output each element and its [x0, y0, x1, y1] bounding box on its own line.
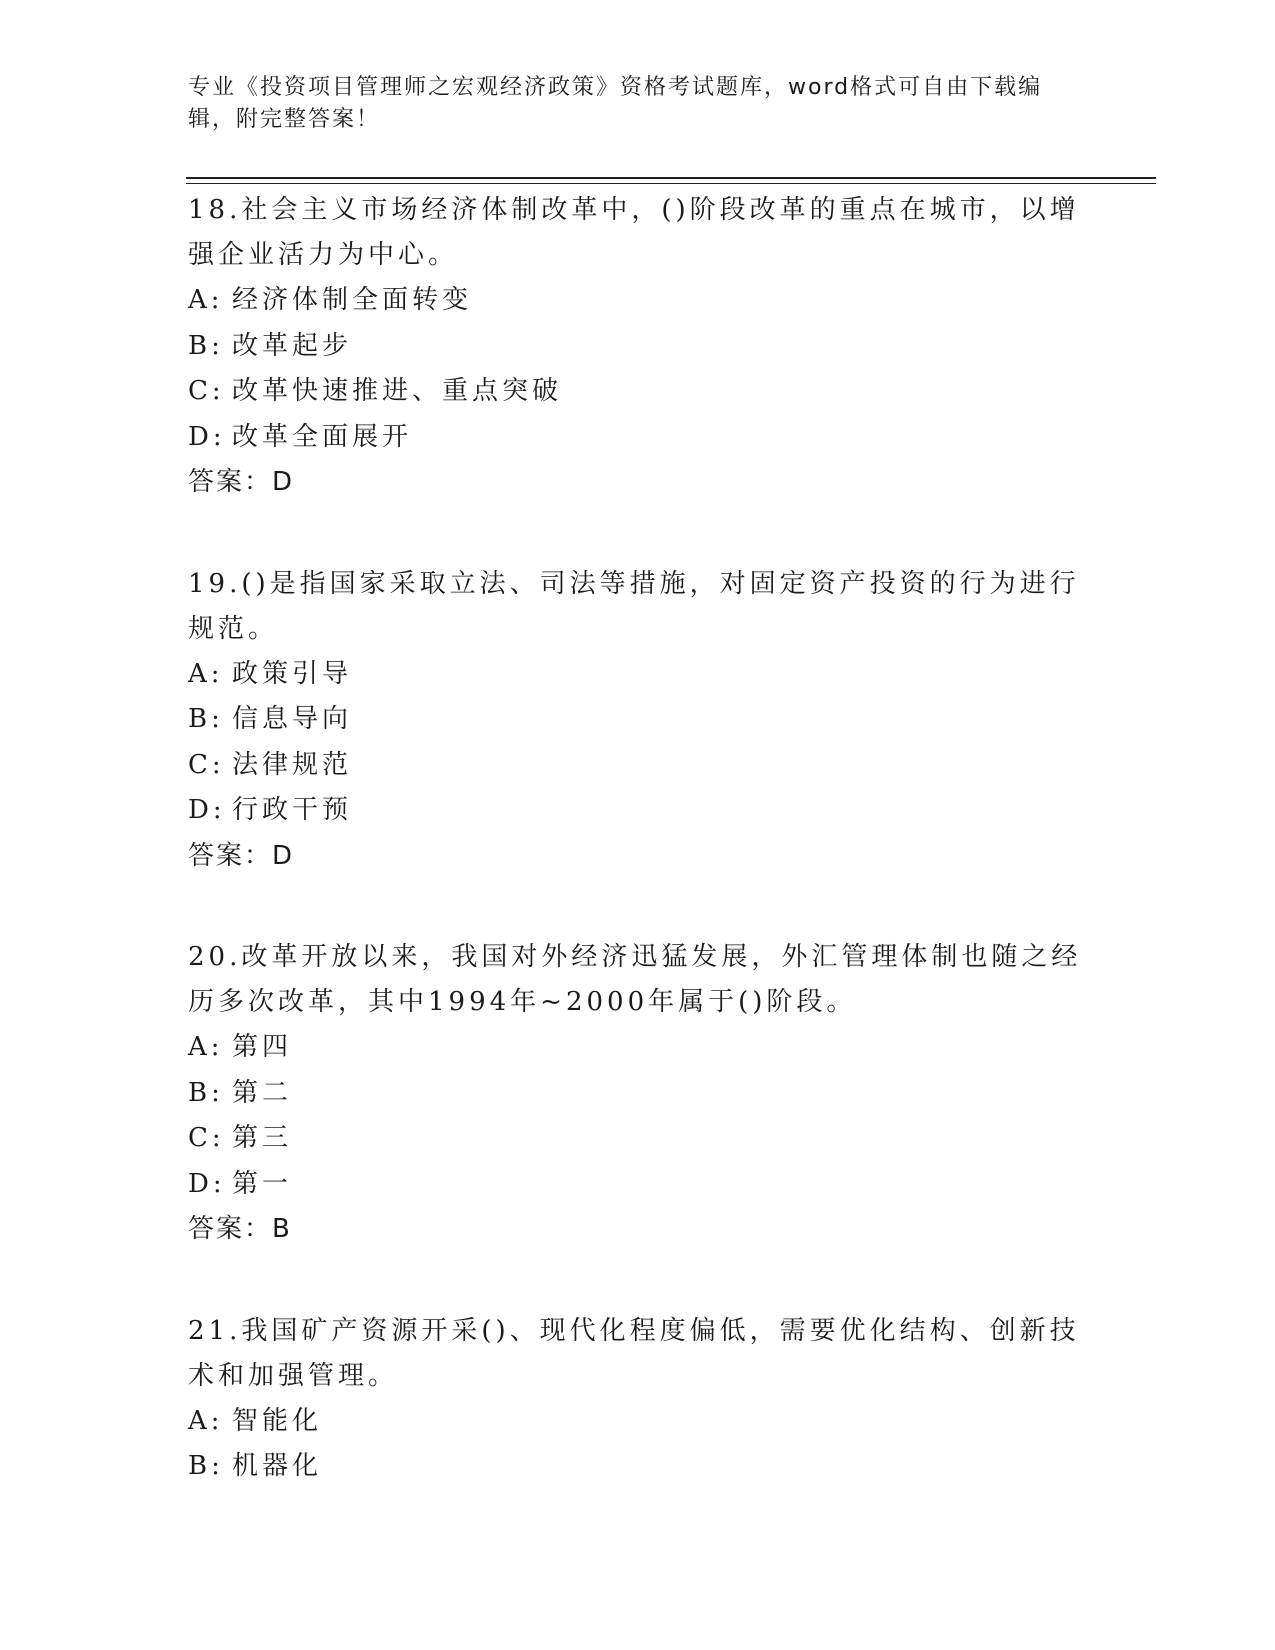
option-b: [188, 324, 1088, 370]
option-text: 第四: [232, 1032, 293, 1062]
option-text: 智能化: [232, 1405, 323, 1436]
option-text: 改革全面展开: [232, 421, 413, 452]
question-20: [188, 935, 1088, 1253]
option-letter: C:: [188, 376, 225, 406]
question-stem: 19.()是指国家采取立法、司法等措施，对固定资产投资的行为进行规范。: [188, 568, 1080, 644]
question-stem: 21.我国矿产资源开采()、现代化程度偏低，需要优化结构、创新技术和加强管理。: [188, 1315, 1080, 1391]
option-letter: A:: [188, 1405, 224, 1436]
answer: 答案：B: [188, 1214, 292, 1244]
option-c: [188, 369, 1088, 415]
question-19: [188, 562, 1088, 880]
option-letter: C:: [188, 1123, 225, 1153]
option-d: [188, 1162, 1088, 1208]
option-letter: A:: [188, 1032, 224, 1062]
option-text: 信息导向: [232, 704, 353, 734]
option-a: [188, 652, 1088, 698]
option-letter: A:: [188, 658, 224, 689]
option-text: 第三: [232, 1123, 293, 1153]
document-header: 专业《投资项目管理师之宏观经济政策》资格考试题库，word格式可自由下载编辑，附完整答案！: [188, 75, 1043, 132]
option-a: [188, 1399, 1088, 1445]
option-b: [188, 1444, 1088, 1490]
answer: 答案：D: [188, 840, 295, 871]
option-a: [188, 1025, 1088, 1071]
option-b: [188, 697, 1088, 743]
header-rule-thick: [186, 177, 1156, 179]
option-text: 改革快速推进、重点突破: [232, 376, 563, 406]
option-text: 政策引导: [232, 658, 353, 689]
option-c: [188, 743, 1088, 789]
option-letter: A:: [188, 285, 224, 315]
option-text: 行政干预: [232, 795, 353, 825]
option-text: 机器化: [232, 1451, 323, 1481]
option-letter: B:: [188, 1451, 224, 1481]
answer: 答案：D: [188, 467, 295, 497]
question-18: [188, 188, 1088, 506]
header-rule-thin: [186, 183, 1156, 184]
option-text: 经济体制全面转变: [232, 285, 473, 315]
option-text: 第一: [232, 1168, 293, 1199]
question-list: [188, 188, 1088, 1546]
option-text: 第二: [232, 1077, 293, 1108]
option-text: 法律规范: [232, 749, 353, 780]
option-letter: D:: [188, 1168, 226, 1199]
option-letter: B:: [188, 1077, 224, 1108]
question-stem: 20.改革开放以来，我国对外经济迅猛发展，外汇管理体制也随之经历多次改革，其中1994年~2000年属于()阶段。: [188, 942, 1082, 1017]
option-b: [188, 1071, 1088, 1117]
option-text: 改革起步: [232, 330, 353, 361]
option-d: [188, 415, 1088, 461]
option-letter: B:: [188, 704, 224, 734]
option-letter: B:: [188, 330, 224, 361]
option-d: [188, 788, 1088, 834]
option-c: [188, 1116, 1088, 1162]
question-21: [188, 1309, 1088, 1490]
option-letter: D:: [188, 795, 226, 825]
question-stem: 18.社会主义市场经济体制改革中，()阶段改革的重点在城市，以增强企业活力为中心。: [188, 195, 1080, 270]
option-letter: C:: [188, 749, 225, 780]
option-letter: D:: [188, 421, 226, 452]
option-a: [188, 278, 1088, 324]
